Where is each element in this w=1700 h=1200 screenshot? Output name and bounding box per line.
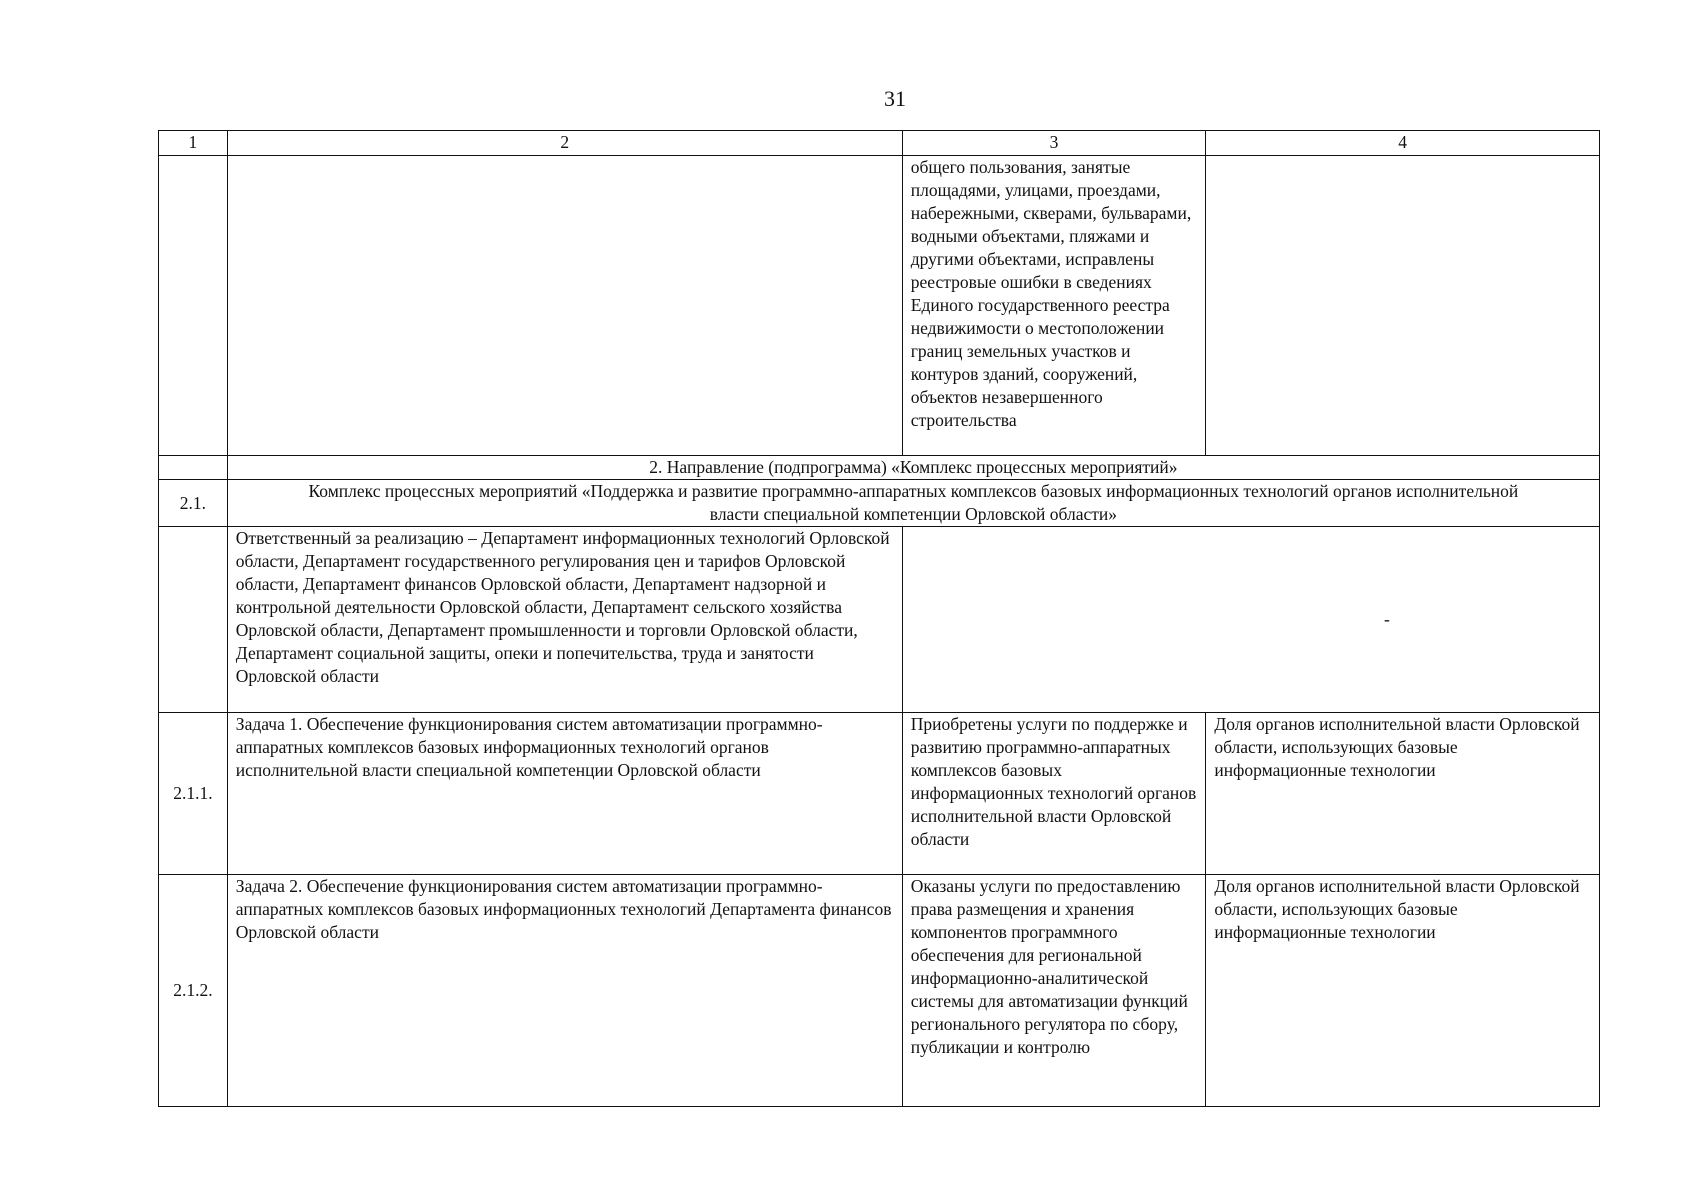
responsible-dash: -: [902, 527, 1599, 713]
column-header-3: 3: [902, 131, 1206, 156]
responsible-text: Ответственный за реализацию – Департамент информационных технологий Орловской области, Департамент государственного регулирования цен и тарифов Орловской области, Департамент финансов Орловской области, Департамент надзорной и контрольной деятельности Орловской области, Департамент сельского хозяйства Орловской области, Департамент промышленности и торговли Орловской области, Департамент социальной защиты, опеки и попечительства, труда и занятости Орловской области: [227, 527, 902, 713]
table-row: [159, 456, 1600, 480]
header-row: [159, 131, 1600, 156]
empty-cell: [159, 527, 228, 713]
section-heading: 2. Направление (подпрограмма) «Комплекс процессных мероприятий»: [227, 456, 1599, 480]
table-row: [159, 713, 1600, 875]
column-header-4: 4: [1206, 131, 1600, 156]
column-header-1: 1: [159, 131, 228, 156]
page-number: 31: [884, 86, 906, 111]
task-result: Приобретены услуги по поддержке и развитию программно-аппаратных комплексов базовых информационных технологий органов исполнительной власти Орловской области: [902, 713, 1206, 875]
task-indicator: Доля органов исполнительной власти Орловской области, использующих базовые информационные технологии: [1206, 875, 1600, 1107]
task-text: Задача 1. Обеспечение функционирования систем автоматизации программно-аппаратных комплексов базовых информационных технологий органов исполнительной власти специальной компетенции Орловской области: [227, 713, 902, 875]
task-indicator: Доля органов исполнительной власти Орловской области, использующих базовые информационные технологии: [1206, 713, 1600, 875]
continuation-indicator-cell: [1206, 156, 1600, 456]
task-number: 2.1.2.: [159, 875, 228, 1107]
column-header-2: 2: [227, 131, 902, 156]
table-row: [159, 480, 1600, 527]
complex-title: Комплекс процессных мероприятий «Поддержка и развитие программно-аппаратных комплексов базовых информационных технологий органов исполнительной власти специальной компетенции Орловской области»: [227, 480, 1599, 527]
task-number: 2.1.1.: [159, 713, 228, 875]
continuation-task-cell: [227, 156, 902, 456]
continuation-num-cell: [159, 156, 228, 456]
task-result: Оказаны услуги по предоставлению права размещения и хранения компонентов программного обеспечения для региональной информационно-аналитической системы для автоматизации функций регионального регулятора по сбору, публикации и контролю: [902, 875, 1206, 1107]
table-row: [159, 875, 1600, 1107]
continuation-result-cell: общего пользования, занятые площадями, улицами, проездами, набережными, скверами, бульварами, водными объектами, пляжами и другими объектами, исправлены реестровые ошибки в сведениях Единого государственного реестра недвижимости о местоположении границ земельных участков и контуров зданий, сооружений, объектов незавершенного строительства: [902, 156, 1206, 456]
task-text: Задача 2. Обеспечение функционирования систем автоматизации программно-аппаратных комплексов базовых информационных технологий Департамента финансов Орловской области: [227, 875, 902, 1107]
table-row: [159, 156, 1600, 456]
program-table: [158, 130, 1600, 1107]
complex-number: 2.1.: [159, 480, 228, 527]
empty-cell: [159, 456, 228, 480]
table-row: [159, 527, 1600, 713]
